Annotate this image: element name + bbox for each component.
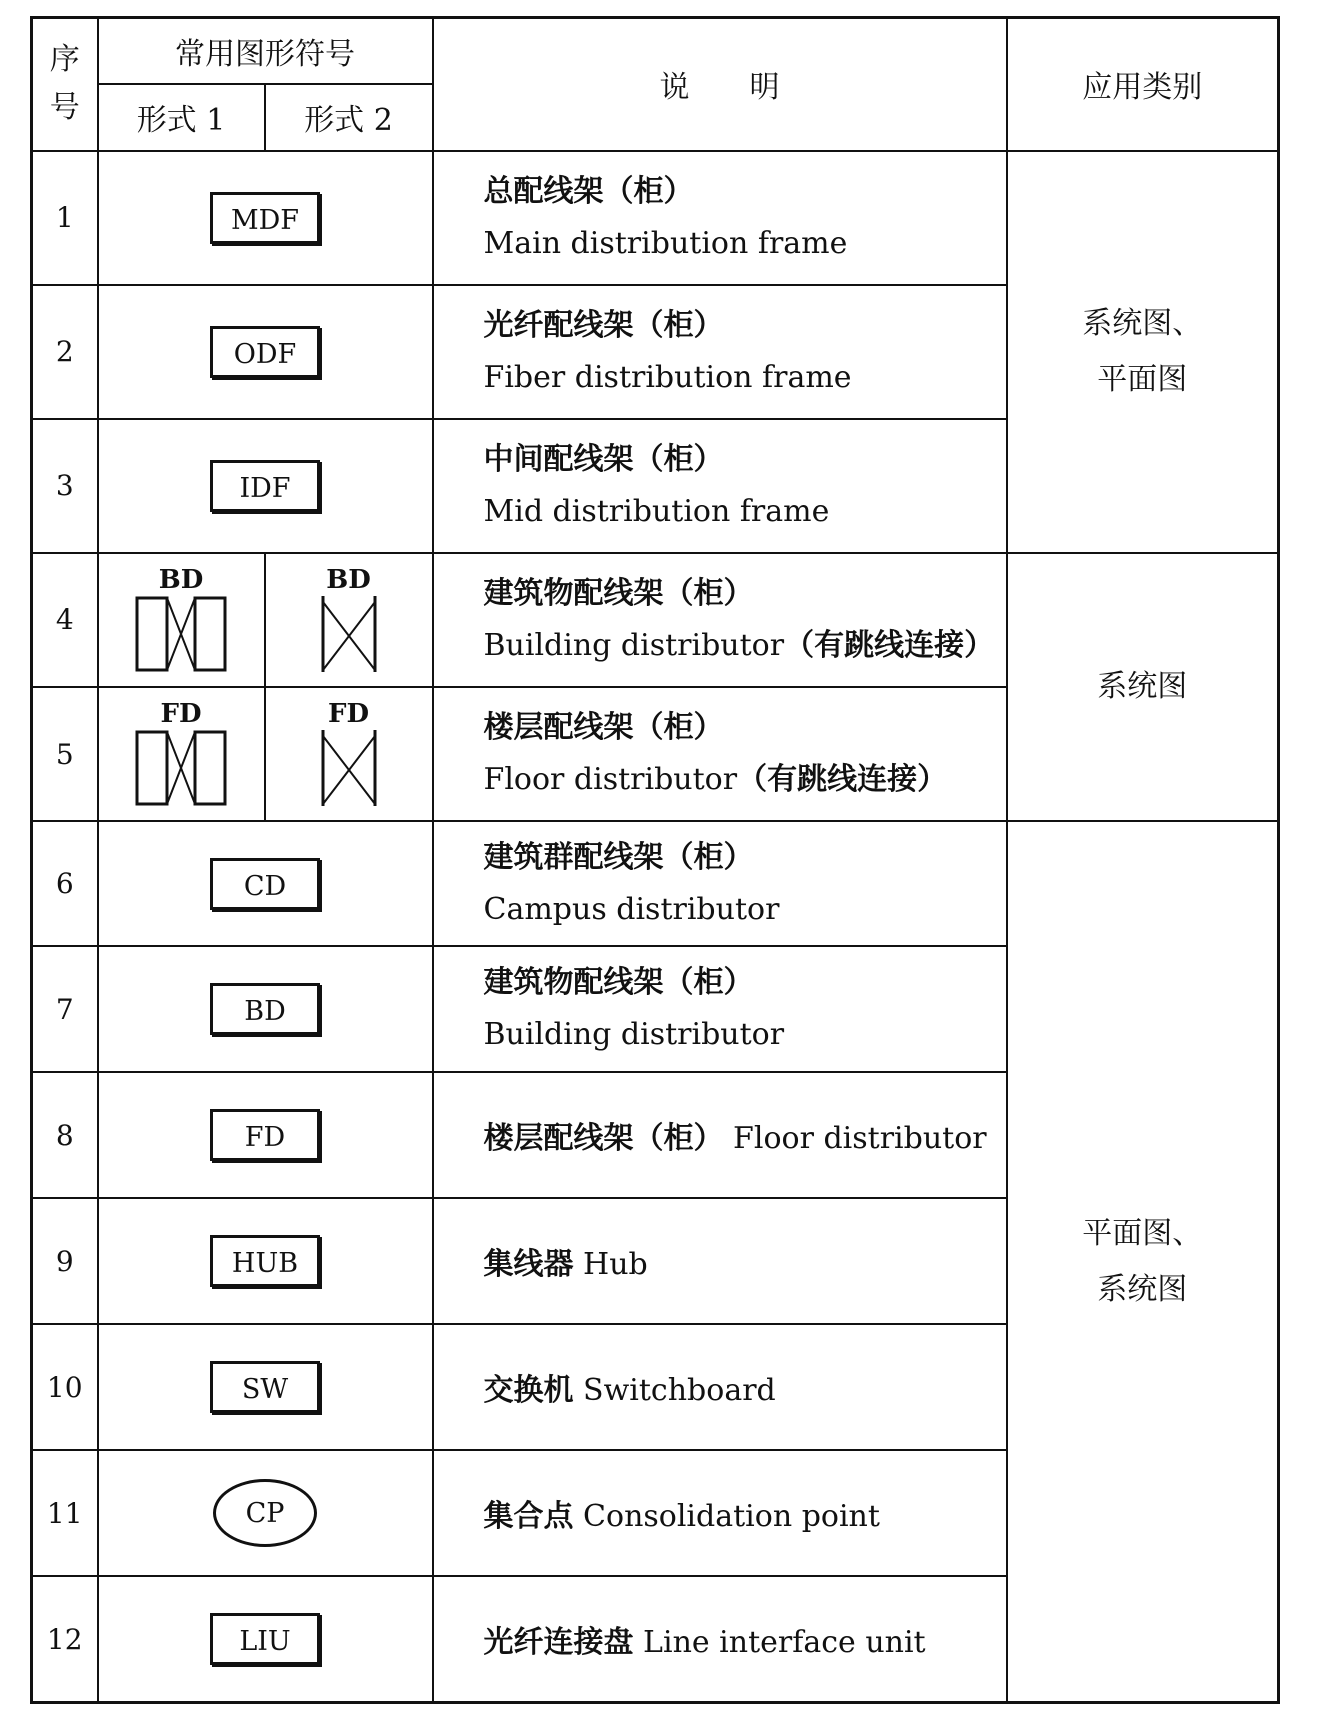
description-zh: 总配线架（柜） (483, 173, 694, 209)
symbol-cell (98, 1198, 433, 1324)
description-zh: 中间配线架（柜） (483, 441, 724, 477)
seq-header-line1: 序 (49, 42, 80, 78)
fd-form2-symbol (319, 700, 379, 808)
description-cell (433, 1324, 1007, 1450)
fd-form1-label: FD (160, 699, 202, 730)
header-row (32, 18, 1279, 85)
description-en: Hub (583, 1247, 648, 1283)
description-en-suffix: （有跳线连接） (737, 762, 948, 798)
row-number: 7 (32, 946, 98, 1072)
row-number: 9 (32, 1198, 98, 1324)
description-line (484, 1491, 1006, 1535)
description-en: Main distribution frame (483, 225, 848, 261)
description-en (484, 754, 1006, 806)
category-cell-1 (1007, 151, 1279, 553)
description-zh: 建筑物配线架（柜） (483, 575, 754, 611)
description-en: Switchboard (583, 1373, 776, 1409)
bd-form1-label: BD (158, 564, 204, 595)
bd-form2-label: BD (326, 564, 371, 595)
symbol-form1-cell (98, 553, 265, 687)
description-en-text: Floor distributor (483, 762, 738, 798)
row-number: 5 (32, 687, 98, 821)
description-zh: 建筑群配线架（柜） (483, 839, 754, 875)
symbol-form1-cell (98, 687, 265, 821)
symbol-cell (98, 821, 433, 946)
jumper-frame-icon (133, 728, 229, 808)
description-en-suffix: （有跳线连接） (784, 627, 995, 663)
row-number: 10 (32, 1324, 98, 1450)
description-cell (433, 151, 1007, 285)
description-line (484, 1113, 1006, 1157)
description-zh: 光纤连接盘 (483, 1625, 634, 1661)
description-cell (433, 1450, 1007, 1576)
symbol-cell (98, 285, 433, 419)
category-1-line2: 平面图 (1097, 361, 1188, 397)
description-line (484, 1239, 1006, 1283)
cd-symbol: CD (210, 858, 320, 910)
symbols-header: 常用图形符号 (98, 18, 433, 85)
description-zh: 建筑物配线架（柜） (483, 965, 754, 1001)
table-row (32, 821, 1279, 946)
row-number: 11 (32, 1450, 98, 1576)
description-en: Consolidation point (583, 1499, 880, 1535)
description-en-text: Building distributor (483, 627, 785, 663)
description-cell (433, 1072, 1007, 1198)
row-number: 8 (32, 1072, 98, 1198)
jumper-frame-icon (133, 594, 229, 674)
description-header: 说 明 (433, 18, 1007, 151)
symbol-table (30, 16, 1280, 1704)
bd-symbol: BD (210, 983, 320, 1035)
description-cell (433, 1198, 1007, 1324)
idf-symbol: IDF (210, 460, 320, 512)
description-en: Fiber distribution frame (483, 359, 852, 395)
fd-symbol: FD (210, 1109, 320, 1161)
symbol-form2-cell (265, 687, 433, 821)
description-cell (433, 285, 1007, 419)
table-row (32, 151, 1279, 285)
description-cell (433, 687, 1007, 821)
cross-frame-icon (319, 728, 379, 808)
symbol-cell (98, 1450, 433, 1576)
description-cell (433, 946, 1007, 1072)
symbol-cell (98, 1576, 433, 1702)
symbol-cell (98, 1324, 433, 1450)
category-cell-2 (1007, 553, 1279, 821)
row-number: 2 (32, 285, 98, 419)
symbol-cell (98, 1072, 433, 1198)
description-en: Campus distributor (483, 891, 780, 927)
seq-header (32, 18, 98, 151)
symbol-cell (98, 946, 433, 1072)
description-zh: 楼层配线架（柜） (483, 710, 724, 746)
form1-header: 形式 1 (98, 84, 265, 151)
description-en (484, 620, 1006, 672)
category-1-line1: 系统图、 (1082, 305, 1203, 341)
description-zh: 集线器 (483, 1247, 574, 1283)
category-cell-3 (1007, 821, 1279, 1702)
description-cell (433, 1576, 1007, 1702)
mdf-symbol: MDF (210, 192, 320, 244)
description-en: Line interface unit (643, 1625, 926, 1661)
bd-form1-symbol (133, 566, 229, 674)
category-header: 应用类别 (1007, 18, 1279, 151)
description-en: Building distributor (483, 1017, 785, 1053)
liu-symbol: LIU (210, 1613, 320, 1665)
fd-form1-symbol (133, 700, 229, 808)
table-row (32, 553, 1279, 687)
cross-frame-icon (319, 594, 379, 674)
symbol-cell (98, 419, 433, 553)
description-zh: 光纤配线架（柜） (483, 307, 724, 343)
category-3-line1: 平面图、 (1082, 1215, 1203, 1251)
description-zh: 楼层配线架（柜） (483, 1121, 724, 1157)
description-cell (433, 419, 1007, 553)
symbol-form2-cell (265, 553, 433, 687)
row-number: 12 (32, 1576, 98, 1702)
description-zh: 交换机 (483, 1373, 574, 1409)
description-en: Floor distributor (733, 1121, 987, 1157)
row-number: 4 (32, 553, 98, 687)
row-number: 3 (32, 419, 98, 553)
symbol-cell (98, 151, 433, 285)
category-2-line1: 系统图 (1097, 669, 1188, 705)
description-zh: 集合点 (483, 1499, 574, 1535)
description-cell (433, 553, 1007, 687)
bd-form2-symbol (319, 566, 379, 674)
odf-symbol: ODF (210, 326, 320, 378)
description-line (484, 1365, 1006, 1409)
row-number: 6 (32, 821, 98, 946)
description-en: Mid distribution frame (483, 493, 830, 529)
form2-header: 形式 2 (265, 84, 433, 151)
category-3-line2: 系统图 (1097, 1271, 1188, 1307)
description-line (484, 1617, 1006, 1661)
seq-header-line2: 号 (49, 90, 80, 126)
row-number: 1 (32, 151, 98, 285)
cp-symbol: CP (213, 1479, 317, 1547)
description-cell (433, 821, 1007, 946)
hub-symbol: HUB (210, 1235, 320, 1287)
fd-form2-label: FD (327, 699, 369, 730)
sw-symbol: SW (210, 1361, 320, 1413)
